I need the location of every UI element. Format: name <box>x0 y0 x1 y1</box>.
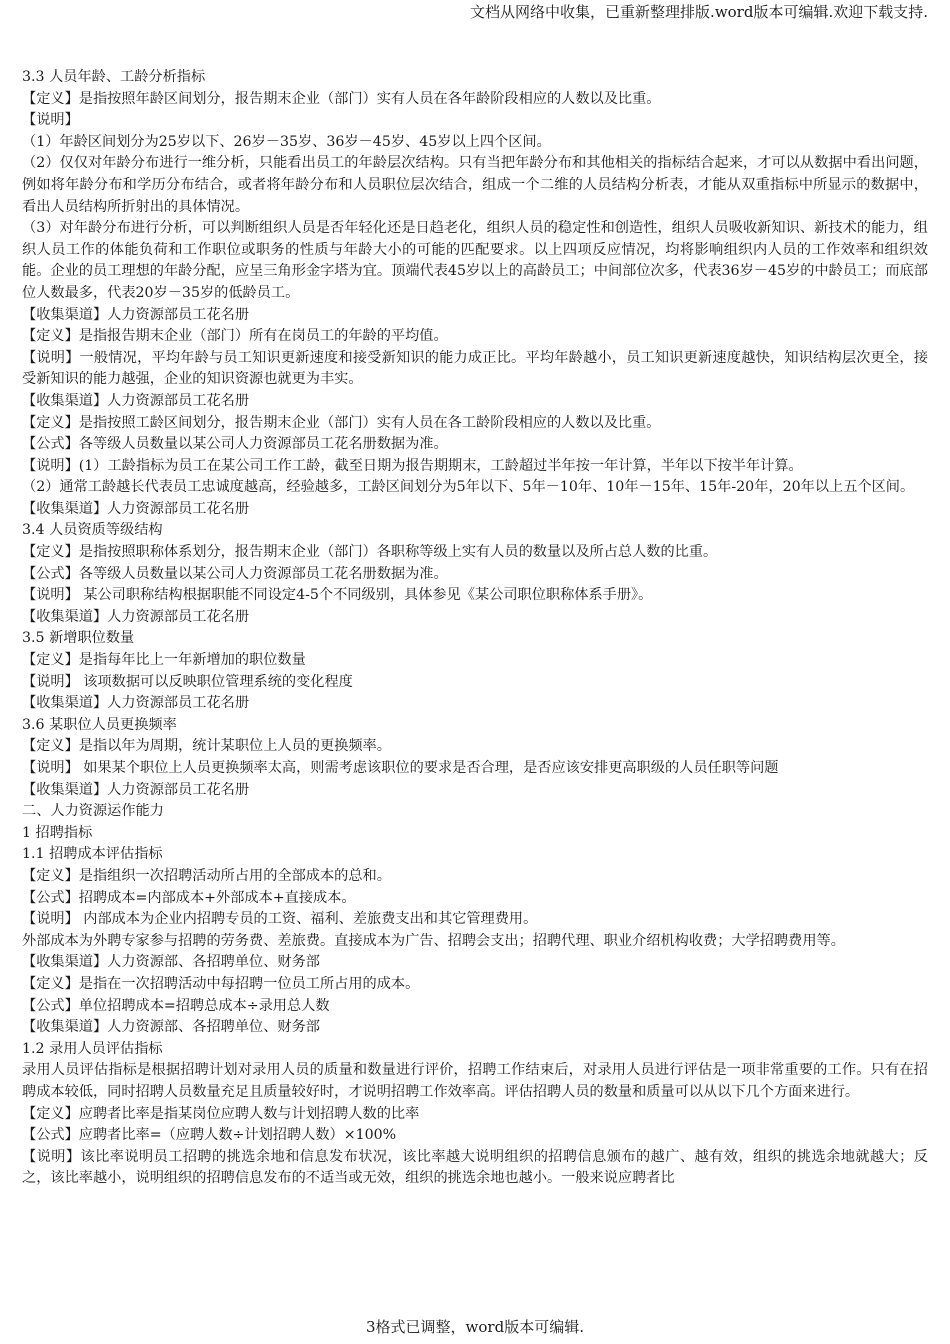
text-line: 【收集渠道】人力资源部员工花名册 <box>22 781 250 798</box>
text-line: 【说明】 <box>22 112 79 129</box>
text-line: 【收集渠道】人力资源部员工花名册 <box>22 500 250 517</box>
text-line: 【说明】 某公司职称结构根据职能不同设定4-5个不同级别，具体参见《某公司职位职称体系手册》。 <box>22 587 653 604</box>
text-line: 【公式】招聘成本=内部成本+外部成本+直接成本。 <box>22 889 356 906</box>
text-line: 【定义】是指按照年龄区间划分，报告期末企业（部门）实有人员在各年龄阶段相应的人数以及比重。 <box>22 90 661 107</box>
text-line: 1 招聘指标 <box>22 824 93 841</box>
text-line: 【定义】应聘者比率是指某岗位应聘人数与计划招聘人数的比率 <box>22 1105 420 1122</box>
text-line: 【说明】 如果某个职位上人员更换频率太高，则需考虑该职位的要求是否合理，是否应该安排更高职级的人员任职等问题 <box>22 760 779 776</box>
text-line: 【定义】是指按照职称体系划分，报告期末企业（部门）各职称等级上实有人员的数量以及所占总人数的比重。 <box>22 544 718 561</box>
text-line: 【收集渠道】人力资源部、各招聘单位、财务部 <box>22 954 320 971</box>
text-line: 【定义】是指以年为周期，统计某职位上人员的更换频率。 <box>22 738 391 755</box>
text-line: 【公式】应聘者比率=（应聘人数÷计划招聘人数）×100% <box>22 1127 397 1144</box>
text-line: 【收集渠道】人力资源部、各招聘单位、财务部 <box>22 1019 320 1036</box>
text-line: 【定义】是指每年比上一年新增加的职位数量 <box>22 652 306 669</box>
text-line: 3.3 人员年龄、工龄分析指标 <box>22 69 206 85</box>
text-line: 3.5 新增职位数量 <box>22 630 135 647</box>
text-line: 【定义】是指报告期末企业（部门）所有在岗员工的年龄的平均值。 <box>22 328 448 345</box>
text-line: 【收集渠道】人力资源部员工花名册 <box>22 306 250 323</box>
page-footer: 3格式已调整，word版本可编辑. <box>366 1318 584 1336</box>
text-line: 【公式】各等级人员数量以某公司人力资源部员工花名册数据为准。 <box>22 565 448 582</box>
text-line: 【说明】(1）工龄指标为员工在某公司工作工龄，截至日期为报告期期末，工龄超过半年按一年计算，半年以下按半年计算。 <box>22 457 803 474</box>
text-line: （3）对年龄分布进行分析，可以判断组织人员是否年轻化还是日趋老化，组织人员的稳定性和创造性，组织人员吸收新知识、新技术的能力，组织人员工作的体能负荷和工作职位或职务的性质与年龄大小的可能的匹配要求。以上四项反应情况，均将影响组织内人员的工作效率和组织效能。企业的员工理想的年龄分配，应呈三角形金字塔为宜。顶端代表45岁以上的高龄员工；中间部位次多，代表36岁－45岁的中龄员工；而底部位人数最多，代表20岁－35岁的低龄员工。 <box>22 220 928 301</box>
text-line: 1.2 录用人员评估指标 <box>22 1040 163 1057</box>
text-line: （1）年龄区间划分为25岁以下、26岁－35岁、36岁－45岁、45岁以上四个区间。 <box>22 133 551 150</box>
text-line: 【公式】单位招聘成本=招聘总成本÷录用总人数 <box>22 997 330 1014</box>
text-line: 外部成本为外聘专家参与招聘的劳务费、差旅费。直接成本为广告、招聘会支出；招聘代理、职业介绍机构收费；大学招聘费用等。 <box>22 932 845 949</box>
text-line: 【定义】是指按照工龄区间划分，报告期末企业（部门）实有人员在各工龄阶段相应的人数以及比重。 <box>22 414 661 431</box>
page-header: 文档从网络中收集，已重新整理排版.word版本可编辑.欢迎下载支持. <box>470 3 928 21</box>
text-line: 【说明】 该项数据可以反映职位管理系统的变化程度 <box>22 673 353 690</box>
document-body <box>22 67 928 1190</box>
text-line: 【收集渠道】人力资源部员工花名册 <box>22 608 250 625</box>
text-line: 【收集渠道】人力资源部员工花名册 <box>22 695 250 712</box>
text-line: 【公式】各等级人员数量以某公司人力资源部员工花名册数据为准。 <box>22 436 448 453</box>
text-line: 【定义】是指组织一次招聘活动所占用的全部成本的总和。 <box>22 867 391 884</box>
text-line: 1.1 招聘成本评估指标 <box>22 846 163 863</box>
text-line: 【说明】该比率说明员工招聘的挑选余地和信息发布状况，该比率越大说明组织的招聘信息颁布的越广、越有效，组织的挑选余地就越大；反之，该比率越小，说明组织的招聘信息发布的不适当或无效，组织的挑选余地也越小。一般来说应聘者比 <box>22 1148 928 1187</box>
text-line: 【说明】一般情况，平均年龄与员工知识更新速度和接受新知识的能力成正比。平均年龄越小，员工知识更新速度越快，知识结构层次更全，接受新知识的能力越强，企业的知识资源也就更为丰实。 <box>22 349 928 388</box>
text-line: 3.6 某职位人员更换频率 <box>22 716 177 733</box>
text-line: 二、人力资源运作能力 <box>22 803 164 820</box>
text-line: （2）仅仅对年龄分布进行一维分析，只能看出员工的年龄层次结构。只有当把年龄分布和其他相关的指标结合起来，才可以从数据中看出问题，例如将年龄分布和学历分布结合，或者将年龄分布和人员职位层次结合，组成一个二维的人员结构分析表，才能从双重指标中所显示的数据中，看出人员结构所折射出的具体情况。 <box>22 155 928 215</box>
text-line: 【收集渠道】人力资源部员工花名册 <box>22 392 250 409</box>
text-line: 【定义】是指在一次招聘活动中每招聘一位员工所占用的成本。 <box>22 975 420 992</box>
text-line: 录用人员评估指标是根据招聘计划对录用人员的质量和数量进行评价，招聘工作结束后，对录用人员进行评估是一项非常重要的工作。只有在招聘成本较低，同时招聘人员数量充足且质量较好时，才说明招聘工作效率高。评估招聘人员的数量和质量可以从以下几个方面来进行。 <box>22 1062 928 1100</box>
text-line: 3.4 人员资质等级结构 <box>22 522 163 539</box>
text-line: 【说明】 内部成本为企业内招聘专员的工资、福利、差旅费支出和其它管理费用。 <box>22 911 538 928</box>
text-line: （2）通常工龄越长代表员工忠诚度越高，经验越多，工龄区间划分为5年以下、5年－10年、10年－15年、15年-20年，20年以上五个区间。 <box>22 479 915 496</box>
